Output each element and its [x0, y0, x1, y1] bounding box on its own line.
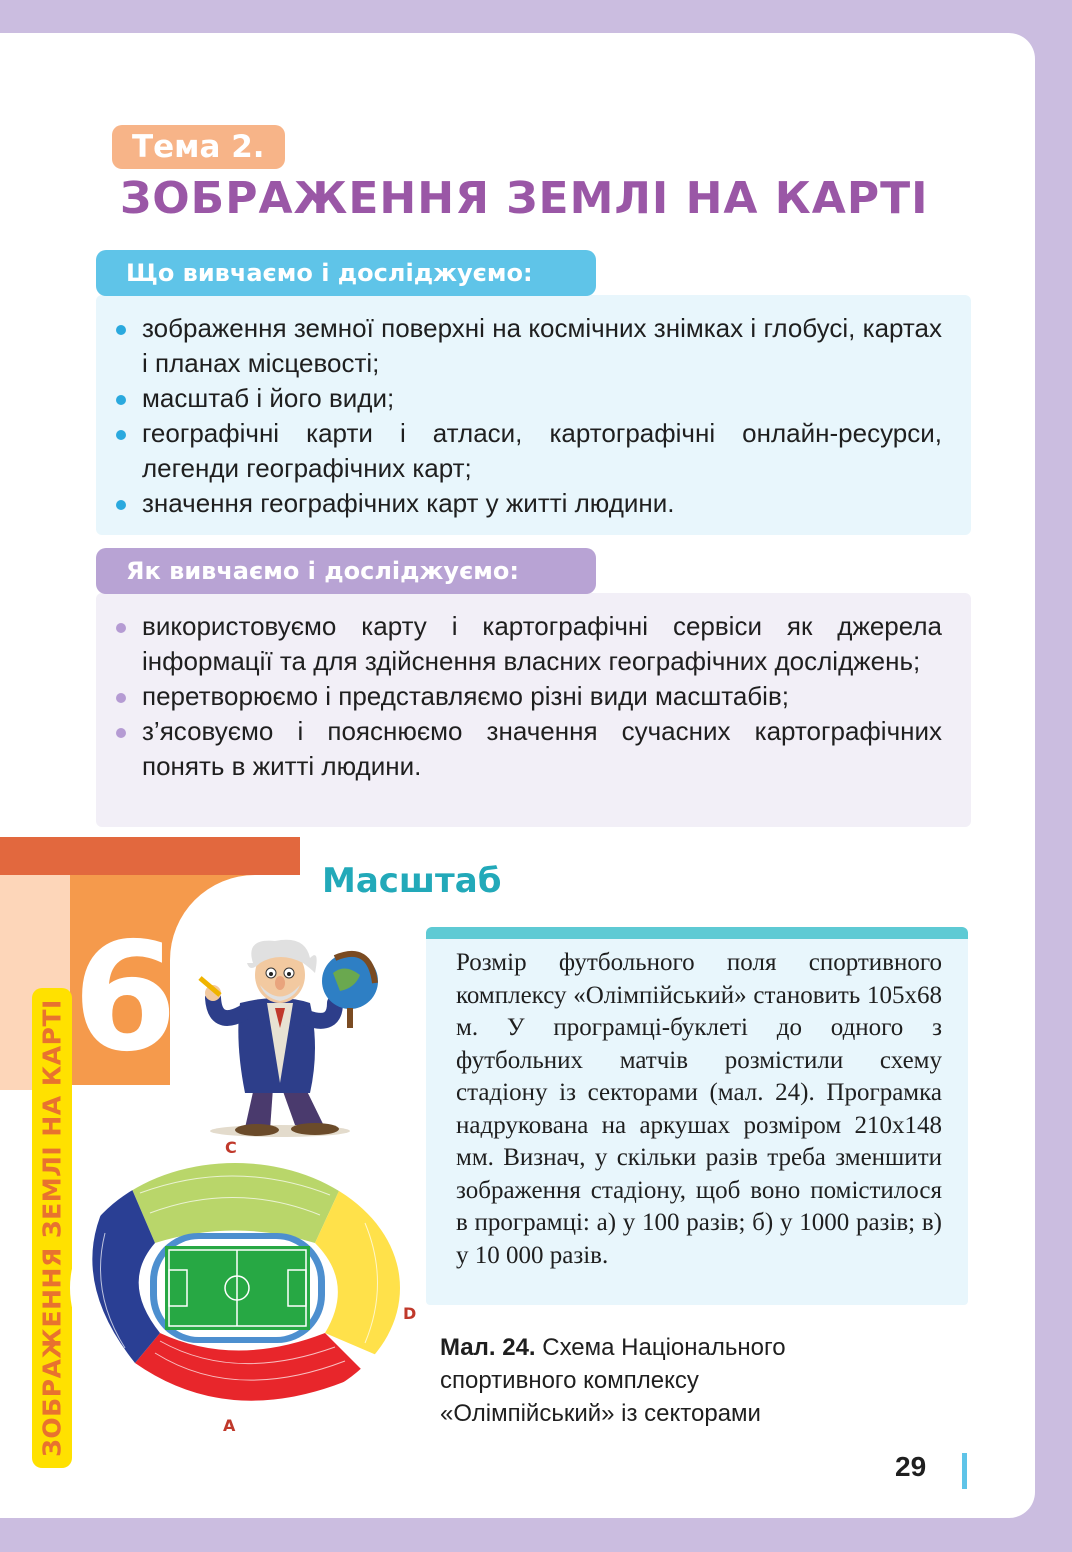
topic-title: ЗОБРАЖЕННЯ ЗЕМЛІ НА КАРТІ	[120, 173, 929, 224]
page-number-bar	[962, 1453, 967, 1489]
bullet-dot-icon	[116, 693, 126, 703]
list-item: географічні карти і атласи, картографічні онлайн-ресурси, легенди географічних карт;	[142, 416, 942, 486]
list-item: використовуємо карту і картографічні сервіси як джерела інформації та для здійснення власних географічних досліджень;	[142, 609, 942, 679]
list-item: зображення земної поверхні на космічних знімках і глобусі, картах і планах місцевості;	[142, 311, 942, 381]
what-we-study-box	[96, 295, 971, 535]
figure-caption-label: Мал. 24.	[440, 1334, 536, 1361]
task-box	[426, 927, 968, 1305]
professor-character-illustration	[185, 933, 400, 1138]
bullet-dot-icon	[116, 395, 126, 405]
bullet-dot-icon	[116, 325, 126, 335]
section-title: Масштаб	[322, 861, 502, 901]
figure-caption-text: Схема Національного спортивного комплексу «Олімпійський» із секторами	[440, 1334, 786, 1427]
task-text: Розмір футбольного поля спортивного комплексу «Олімпійський» становить 105х68 м. У програмці-буклеті до одного з футбольних матчів розмістили схему стадіону із секторами (мал. 24). Програмка надрукована на аркушах розміром 210х148 мм. Визнач, у скільки разів треба зменшити зображення стадіону, щоб воно помістилося в програмці: а) у 100 разів; б) у 1000 разів; в) у 10 000 разів.	[456, 949, 942, 1269]
stadium-label-right: D	[403, 1304, 417, 1323]
bullet-dot-icon	[116, 623, 126, 633]
list-item: масштаб і його види;	[142, 381, 942, 416]
how-we-study-list	[142, 609, 942, 784]
section-number: 6	[72, 911, 178, 1085]
stadium-label-top: C	[225, 1138, 237, 1157]
list-item: з’ясовуємо і пояснюємо значення сучасних картографічних понять в житті людини.	[142, 714, 942, 784]
how-we-study-box	[96, 593, 971, 827]
stadium-scheme-diagram	[65, 1133, 425, 1438]
bullet-dot-icon	[116, 430, 126, 440]
list-item: значення географічних карт у житті людини.	[142, 486, 942, 521]
figure-caption	[440, 1331, 860, 1430]
page-number: 29	[895, 1451, 927, 1482]
bullet-dot-icon	[116, 728, 126, 738]
list-item: перетворюємо і представляємо різні види масштабів;	[142, 679, 942, 714]
section-decor-bar	[0, 837, 300, 875]
topic-label: Тема 2.	[112, 125, 285, 169]
bullet-dot-icon	[116, 500, 126, 510]
stadium-label-bottom: A	[223, 1416, 236, 1435]
textbook-page	[0, 33, 1035, 1518]
what-we-study-list	[142, 311, 942, 521]
how-we-study-label: Як вивчаємо і досліджуємо:	[96, 548, 596, 594]
side-tab-label: ЗОБРАЖЕННЯ ЗЕМЛІ НА КАРТІ	[37, 999, 67, 1457]
what-we-study-label: Що вивчаємо і досліджуємо:	[96, 250, 596, 296]
